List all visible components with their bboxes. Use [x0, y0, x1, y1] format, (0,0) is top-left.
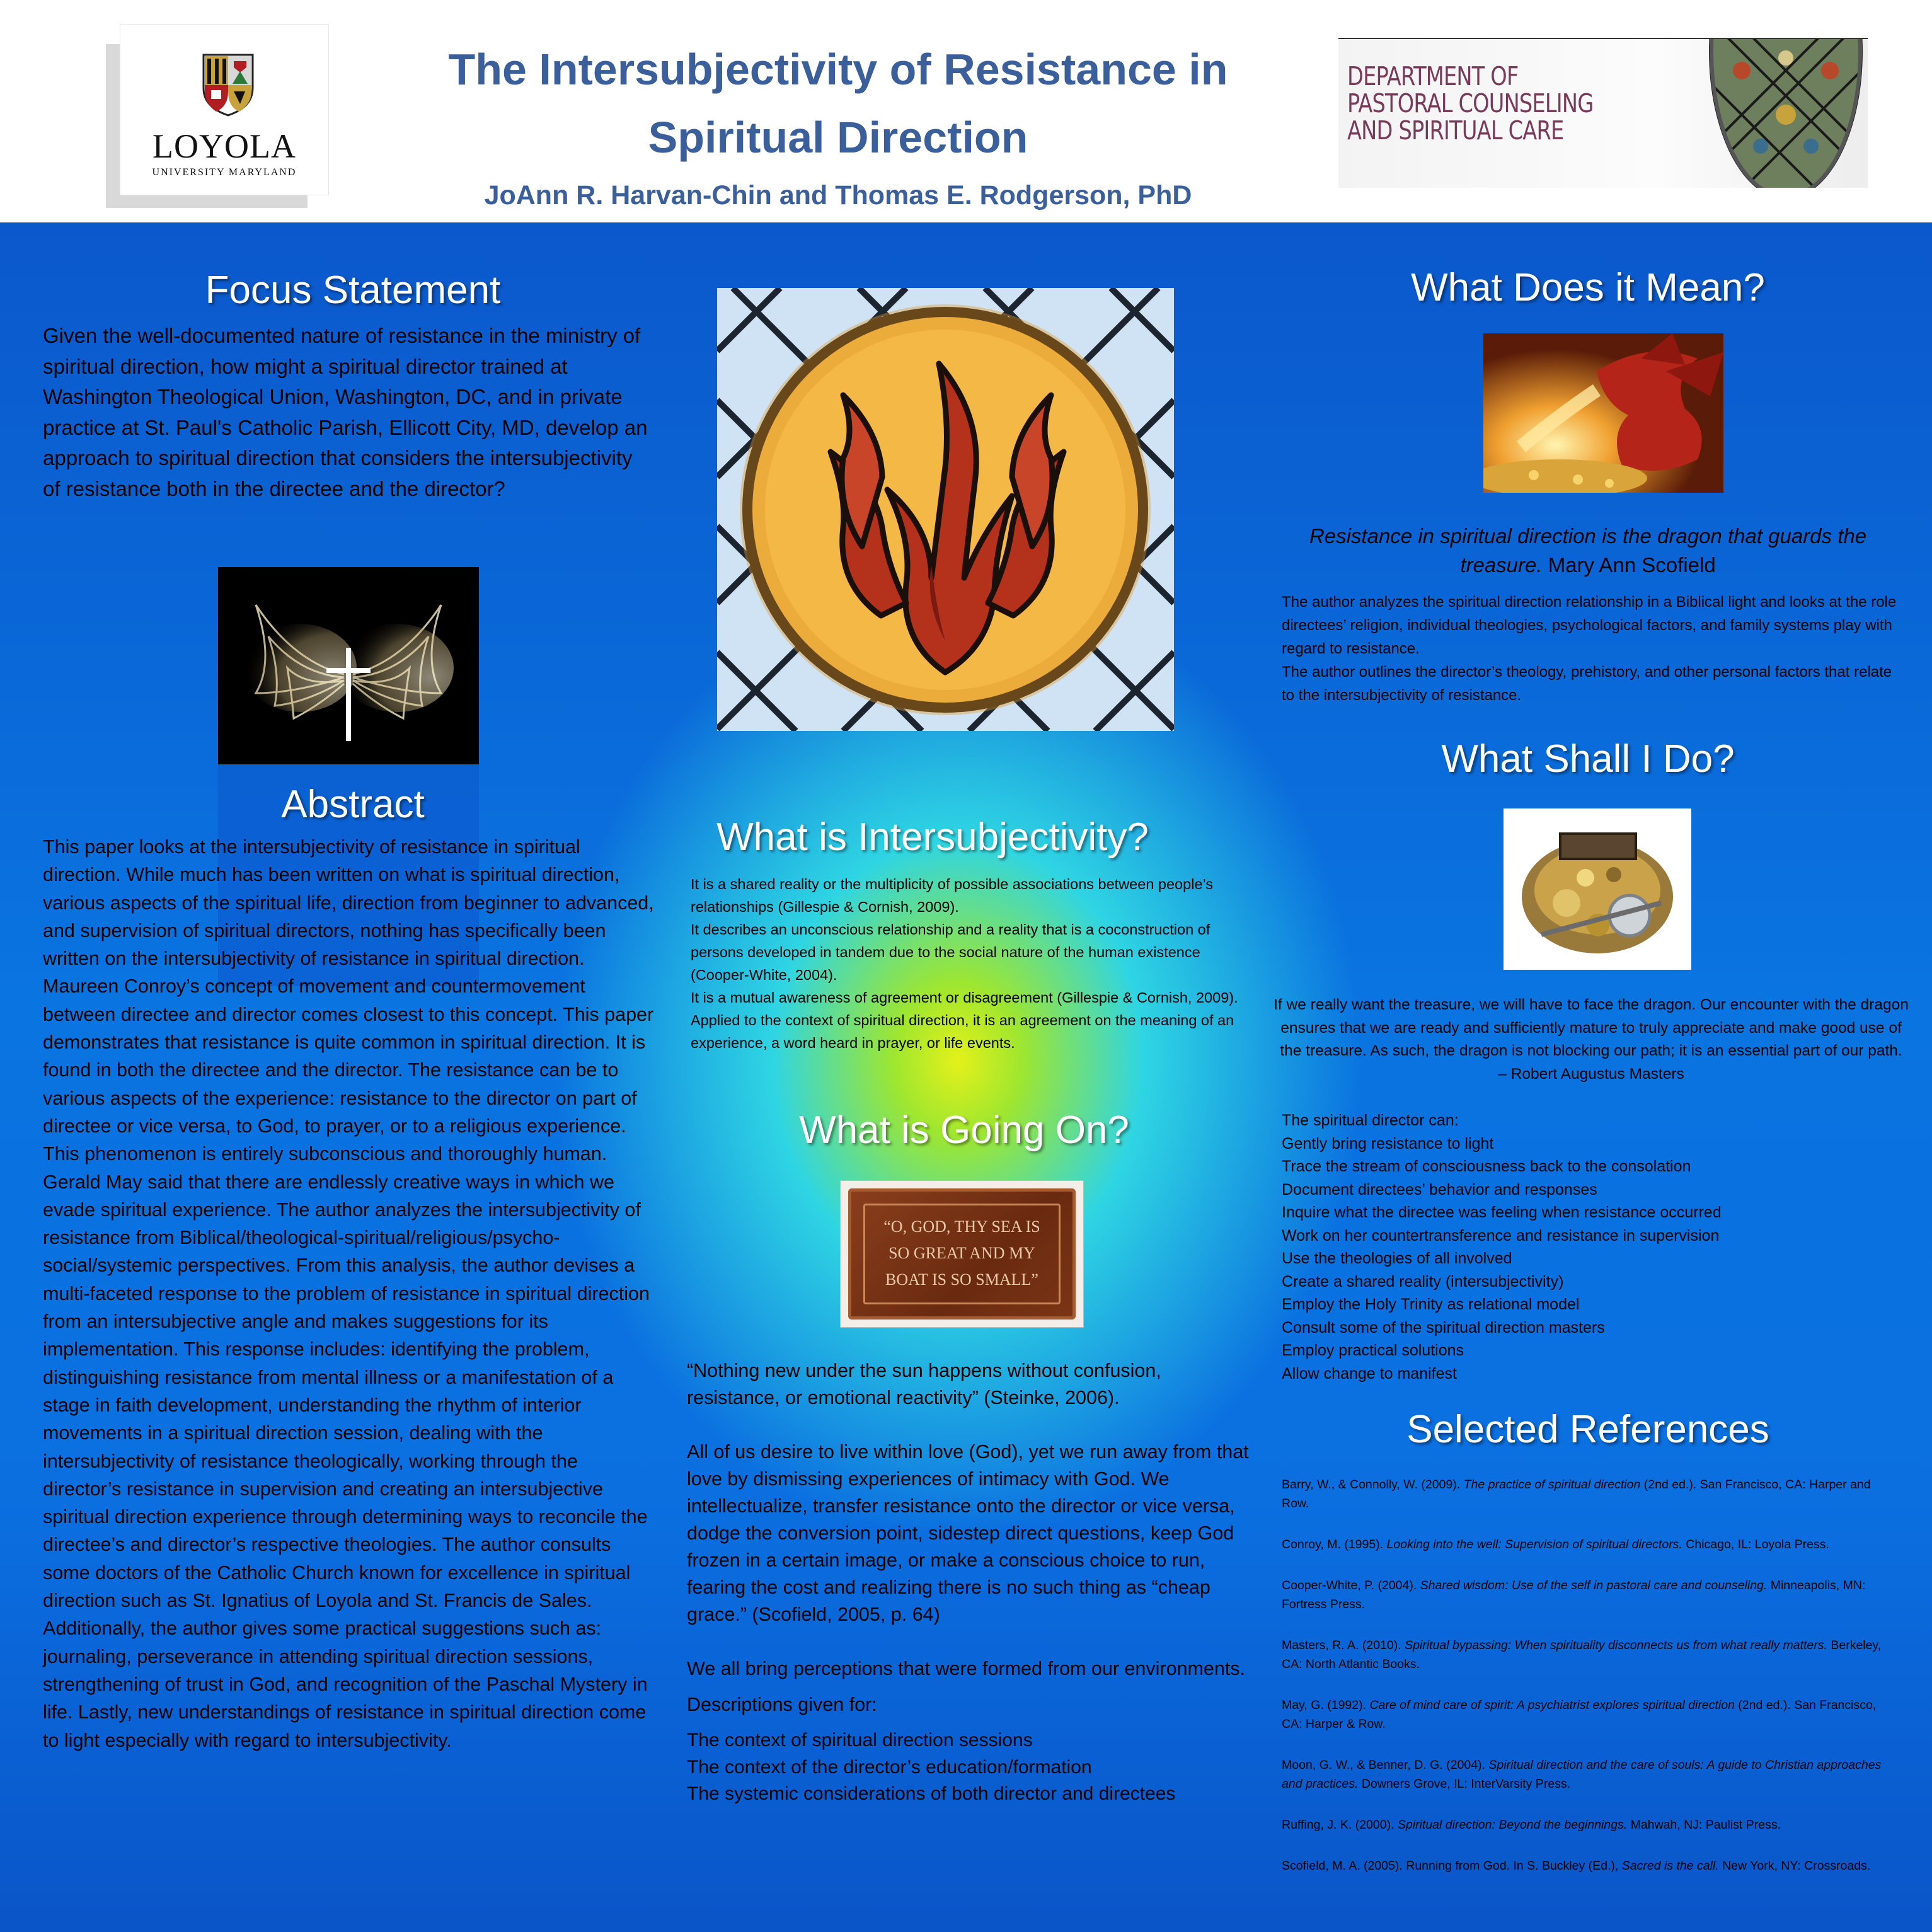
intersubjectivity-line-3: It is a mutual awareness of agreement or disagreement (Gillespie & Cornish, 2009).: [691, 989, 1238, 1006]
reference-title: Care of mind care of spirit: A psychiatrist explores spiritual direction: [1369, 1698, 1735, 1712]
reference-title: Sacred is the call.: [1621, 1859, 1719, 1873]
reference-author: Moon, G. W., & Benner, D. G. (2004).: [1282, 1758, 1489, 1772]
logo-wordmark: LOYOLA: [152, 127, 296, 165]
list-item: Trace the stream of consciousness back to the consolation: [1282, 1158, 1691, 1175]
reference-author: May, G. (1992).: [1282, 1698, 1370, 1712]
loyola-logo: [120, 24, 329, 195]
dept-line-3: AND SPIRITUAL CARE: [1347, 115, 1564, 146]
sea-prayer-plaque-image: [840, 1180, 1084, 1328]
going-on-paragraph-3: Descriptions given for:: [687, 1694, 877, 1715]
reference-author: Masters, R. A. (2010).: [1282, 1638, 1405, 1652]
what-does-it-mean-text: [1282, 590, 1899, 707]
poster-title: [365, 35, 1311, 171]
stained-glass-window-image: [1698, 38, 1868, 188]
masters-quote-author: – Robert Augustus Masters: [1498, 1065, 1684, 1083]
reference-author: Cooper-White, P. (2004).: [1282, 1578, 1420, 1592]
reference-item: [1282, 1856, 1899, 1875]
logo-subtitle: UNIVERSITY MARYLAND: [152, 167, 297, 178]
focus-text: Given the well-documented nature of resistance in the ministry of spiritual direction, how might a spiritual director trained at Washington Theological Union, Washington, DC, and in private practice at St. Paul's Catholic Parish, Ellicott City, MD, develop an approach to spiritual direction that considers the intersubjectivity of resistance both in the directee and the director?: [43, 324, 648, 500]
reference-title: Spiritual bypassing: When spirituality disconnects us from what really matters.: [1405, 1638, 1827, 1652]
going-on-paragraph-1: All of us desire to live within love (God), yet we run away from that love by dismissing experiences of intimacy with God. We intellectualize, transfer resistance onto the director or vice versa, dodge the conversion point, sidestep direct questions, keep God frozen in a certain image, or make a conscious choice to run, fearing the cost and realizing there is no such thing as “cheap grace.” (Scofield, 2005, p. 64): [687, 1441, 1249, 1625]
what-does-it-mean-heading: What Does it Mean?: [1411, 266, 1765, 309]
reference-publisher: Downers Grove, IL: InterVarsity Press.: [1358, 1777, 1571, 1791]
reference-title: The practice of spiritual direction: [1463, 1478, 1641, 1492]
reference-title: Spiritual direction and the care of souls: A guide to Christian approaches and practices.: [1282, 1758, 1882, 1791]
what-shall-i-do-heading: What Shall I Do?: [1441, 737, 1735, 781]
intersubjectivity-line-2: It describes an unconscious relationship and a reality that is a coconstruction of persons developed in tandem due to the social nature of the human existence (Cooper-White, 2004).: [691, 921, 1210, 983]
list-item: Gently bring resistance to light: [1282, 1134, 1494, 1153]
reference-publisher: New York, NY: Crossroads.: [1718, 1859, 1871, 1873]
reference-item: [1282, 1636, 1899, 1674]
reference-item: [1282, 1535, 1899, 1554]
reference-author: Conroy, M. (1995).: [1282, 1538, 1387, 1551]
intersubjectivity-text: [691, 873, 1245, 1054]
reference-item: [1282, 1756, 1899, 1793]
reference-author: Barry, W., & Connolly, W. (2009).: [1282, 1478, 1464, 1492]
intersubjectivity-line-4: Applied to the context of spiritual direction, it is an agreement on the meaning of an experience, a word heard in prayer, or life events.: [691, 1012, 1234, 1051]
intersubjectivity-heading: What is Intersubjectivity?: [716, 815, 1149, 859]
abstract-heading: Abstract: [281, 783, 425, 826]
treasure-pile-image: [1504, 808, 1691, 970]
plaque-text: [841, 1214, 1083, 1293]
director-can-list: [1282, 1109, 1899, 1385]
title-line-1: The Intersubjectivity of Resistance in: [448, 45, 1228, 94]
dept-line-1: DEPARTMENT OF: [1347, 61, 1519, 91]
focus-heading: Focus Statement: [205, 268, 501, 312]
abstract-text: This paper looks at the intersubjectivity of resistance in spiritual direction. While much has been written on what is spiritual direction, various aspects of the spiritual life, direction from beginner to advanced, and supervision of spiritual directors, nothing has specifically been written on the intersubjectivity of resistance in spiritual direction. Maureen Conroy’s concept of movement and countermovement between directee and director comes closest to this concept. This paper demonstrates that resistance is quite common in spiritual direction. It is found in both the directee and the director. The resistance can be to various aspects of the experience: resistance to the director on part of directee or vice versa, to God, to prayer, or to a religious experience. This phenomenon is entirely subconscious and thoroughly human. Gerald May said that there are endlessly creative ways in which we evade spiritual experience. The author analyzes the intersubjectivity of resistance from Biblical/theological-spiritual/religious/psycho-social/systemic perspectives. From this analysis, the author devises a multi-faceted response to the problem of resistance in spiritual direction from an intersubjective angle and makes suggestions for its implementation. This response includes: identifying the problem, distinguishing resistance from mental illness or a manifestation of a stage in faith development, understanding the rhythm of interior movements in a spiritual direction session, dealing with the intersubjectivity of resistance theologically, working through the director’s resistance in supervision and creating an intersubjective spiritual direction experience through determining ways to reconcile the directee’s and director’s respective theologies. The author consults some doctors of the Catholic Church known for excellence in spiritual direction such as St. Ignatius of Loyola and St. Francis de Sales. Additionally, the author gives some practical suggestions such as: journaling, perseverance in attending spiritual direction sessions, strengthening of trust in God, and recognition of the Paschal Mystery in life. Lastly, new understandings of resistance in spiritual direction come to light especially with regard to intersubjectivity.: [43, 836, 654, 1751]
mean-paragraph-2: The author outlines the director’s theology, prehistory, and other personal factors that relate to the intersubjectivity of resistance.: [1282, 664, 1892, 704]
holy-spirit-flame-window-image: [717, 288, 1174, 731]
director-can-intro: The spiritual director can:: [1282, 1112, 1459, 1129]
poster-body: [0, 222, 1932, 1932]
cross-icon: [218, 567, 479, 764]
reference-title: Spiritual direction: Beyond the beginnings.: [1397, 1818, 1628, 1832]
reference-title: Shared wisdom: Use of the self in pastoral care and counseling.: [1420, 1578, 1768, 1592]
reference-item: [1282, 1475, 1899, 1513]
reference-publisher: (2nd ed.). San Francisco, CA: Harper & Row.: [1282, 1698, 1877, 1731]
list-item: Allow change to manifest: [1282, 1364, 1457, 1383]
descriptions-list: [687, 1727, 1254, 1808]
list-item: Create a shared reality (intersubjectivity): [1282, 1272, 1564, 1291]
going-on-paragraph-2: We all bring perceptions that were formed from our environments.: [687, 1658, 1246, 1679]
shield-icon: [202, 54, 254, 117]
list-item: Use the theologies of all involved: [1282, 1250, 1512, 1267]
department-name: [1347, 63, 1636, 144]
reference-author: Ruffing, J. K. (2000).: [1282, 1818, 1398, 1832]
list-item: The context of the director’s education/formation: [687, 1756, 1092, 1778]
reference-publisher: Berkeley, CA: North Atlantic Books.: [1282, 1638, 1882, 1671]
plaque-line-2: SO GREAT AND MY: [888, 1244, 1035, 1262]
reference-publisher: Chicago, IL: Loyola Press.: [1682, 1538, 1829, 1551]
masters-quote: [1273, 994, 1909, 1086]
list-item: The systemic considerations of both director and directees: [687, 1783, 1176, 1804]
title-line-2: Spiritual Direction: [648, 113, 1028, 162]
dragon-treasure-image: [1483, 333, 1723, 493]
scofield-quote: [1279, 522, 1897, 580]
reference-item: [1282, 1815, 1899, 1834]
header: [0, 0, 1932, 224]
reference-publisher: (2nd ed.). San Francisco, CA: Harper and Row.: [1282, 1478, 1871, 1510]
plaque-line-1: “O, GOD, THY SEA IS: [883, 1217, 1040, 1236]
department-banner: [1338, 38, 1868, 188]
references-list: [1282, 1475, 1899, 1897]
reference-publisher: Mahwah, NJ: Paulist Press.: [1627, 1818, 1781, 1832]
dept-line-2: PASTORAL COUNSELING: [1347, 88, 1594, 118]
steinke-quote: “Nothing new under the sun happens without confusion, resistance, or emotional reactivity” (Steinke, 2006).: [687, 1360, 1161, 1408]
reference-title: Looking into the well: Supervision of spiritual directors.: [1386, 1538, 1682, 1551]
reference-item: [1282, 1696, 1899, 1734]
list-item: Document directees’ behavior and responses: [1282, 1180, 1597, 1199]
mean-paragraph-1: The author analyzes the spiritual direction relationship in a Biblical light and looks at the role directees’ religion, individual theologies, psychological factors, and family systems play with regard to resistance.: [1282, 594, 1897, 657]
list-item: Work on her countertransference and resistance in supervision: [1282, 1226, 1720, 1245]
list-item: Employ practical solutions: [1282, 1342, 1464, 1359]
list-item: Employ the Holy Trinity as relational model: [1282, 1296, 1580, 1313]
masters-quote-text: If we really want the treasure, we will have to face the dragon. Our encounter with the dragon ensures that we are ready and sufficiently mature to truly appreciate and make good use of the treasure. As such, the dragon is not blocking our path; it is an essential part of our path.: [1274, 996, 1909, 1059]
authors: JoAnn R. Harvan-Chin and Thomas E. Rodgerson, PhD: [484, 180, 1192, 210]
reference-item: [1282, 1576, 1899, 1614]
list-item: Inquire what the directee was feeling when resistance occurred: [1282, 1204, 1722, 1221]
plaque-line-3: BOAT IS SO SMALL”: [885, 1270, 1038, 1289]
list-item: Consult some of the spiritual direction masters: [1282, 1318, 1605, 1337]
scofield-quote-author: Mary Ann Scofield: [1542, 553, 1716, 577]
list-item: The context of spiritual direction sessions: [687, 1730, 1033, 1751]
references-heading: Selected References: [1406, 1408, 1769, 1451]
scofield-quote-text: Resistance in spiritual direction is the dragon that guards the treasure.: [1309, 524, 1867, 577]
going-on-text: [687, 1357, 1254, 1808]
reference-publisher: Minneapolis, MN: Fortress Press.: [1282, 1578, 1866, 1611]
intersubjectivity-line-1: It is a shared reality or the multiplicity of possible associations between people’s relationships (Gillespie & Cornish, 2009).: [691, 876, 1214, 915]
going-on-heading: What is Going On?: [799, 1108, 1129, 1152]
reference-author: Scofield, M. A. (2005). Running from God. In S. Buckley (Ed.),: [1282, 1859, 1622, 1873]
